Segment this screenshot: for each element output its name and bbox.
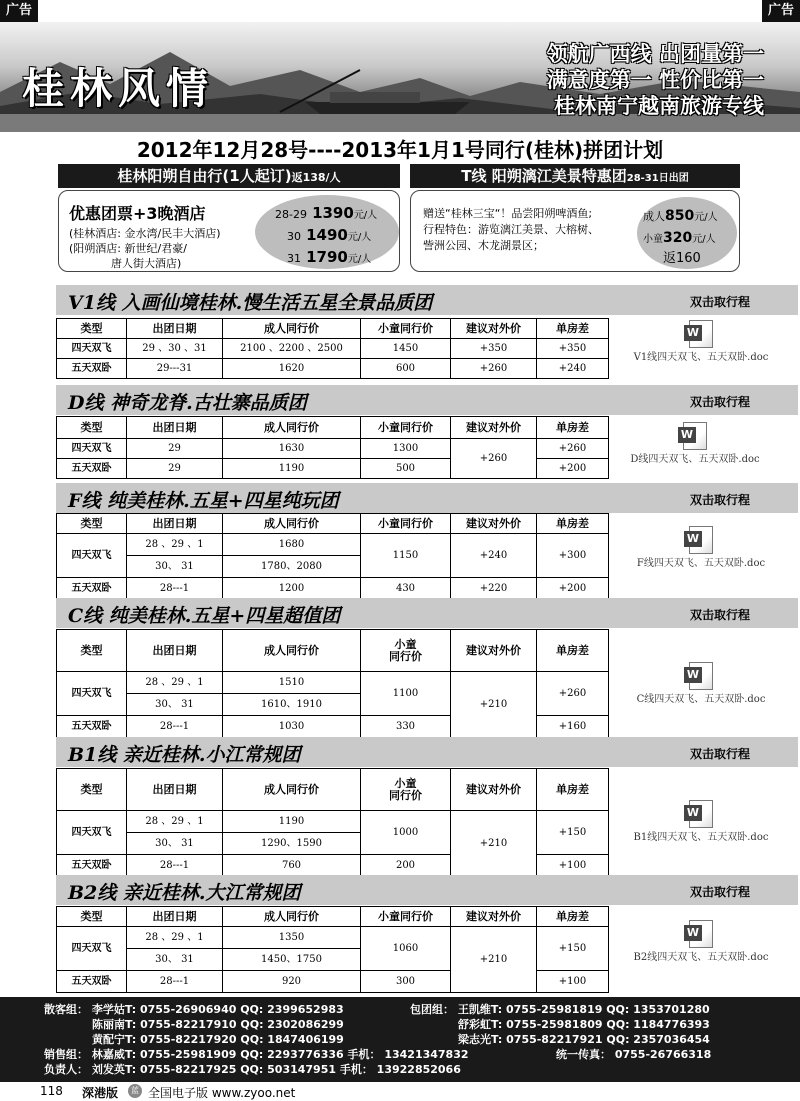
table-cell: 建议对外价 xyxy=(451,417,537,439)
table-cell: 28---1 xyxy=(127,971,223,993)
word-doc-icon: W xyxy=(689,800,713,828)
table-cell: 600 xyxy=(361,359,451,379)
table-cell: 单房差 xyxy=(537,417,609,439)
table-cell: +260 xyxy=(451,359,537,379)
table-cell: 建议对外价 xyxy=(451,630,537,672)
route-table-b1 xyxy=(56,768,609,877)
route-title: D线 神奇龙脊.古壮寨品质团 xyxy=(68,392,307,414)
table-cell: 建议对外价 xyxy=(451,907,537,927)
text-value: D线四天双飞、五天双卧.doc xyxy=(630,454,760,465)
table-cell: 小童同行价 xyxy=(361,417,451,439)
table-cell: 成人同行价 xyxy=(223,630,361,672)
text-value: 1790 xyxy=(306,248,348,266)
table-cell: 1100 xyxy=(361,672,451,716)
table-cell: +240 xyxy=(451,534,537,578)
doc-file-b2[interactable] xyxy=(606,920,796,964)
table-cell: 28 、29 、1 xyxy=(127,534,223,556)
table-cell: 2100 、2200 、2500 xyxy=(223,339,361,359)
contact-line: 黄配宁T: 0755-82217920 QQ: 1847406199 xyxy=(92,1033,344,1046)
text-value: B2线四天双飞、五天双卧.doc xyxy=(633,952,769,963)
promo-left-header-small: 返138/人 xyxy=(291,171,341,184)
promo-left-box xyxy=(58,190,400,272)
table-cell: 1680 xyxy=(223,534,361,556)
route-header-d xyxy=(56,385,798,415)
table-cell: +300 xyxy=(537,534,609,578)
route-title: B1线 亲近桂林.小江常规团 xyxy=(68,744,301,766)
table-cell: 四天双飞 xyxy=(57,534,127,578)
route-header-f xyxy=(56,483,798,513)
table-cell: 五天双卧 xyxy=(57,971,127,993)
text-value: 小童 xyxy=(394,776,417,790)
contact-line: 销售组： 林嘉威T: 0755-25981909 QQ: 2293776336 手机： 13421347832 xyxy=(44,1048,469,1061)
route-title: C线 纯美桂林.五星+四星超值团 xyxy=(68,605,341,627)
table-cell: +350 xyxy=(451,339,537,359)
ad-label-right: 广告 xyxy=(762,0,800,22)
route-header-v1 xyxy=(56,285,798,315)
table-cell: 类型 xyxy=(57,769,127,811)
table-cell: +100 xyxy=(537,971,609,993)
promo-price-row xyxy=(287,225,371,244)
contact-line: 梁志光T: 0755-82217921 QQ: 2357036454 xyxy=(458,1033,710,1046)
table-header-row xyxy=(57,769,609,811)
table-cell: 四天双飞 xyxy=(57,439,127,459)
table-cell: 920 xyxy=(223,971,361,993)
table-cell: 单房差 xyxy=(537,630,609,672)
contact-line: 舒彩虹T: 0755-25981809 QQ: 1184776393 xyxy=(458,1018,710,1031)
contact-line: 负责人： 刘发英T: 0755-82217925 QQ: 503147951 手机： 13922852066 xyxy=(44,1063,461,1076)
table-cell: +210 xyxy=(451,672,537,738)
route-title: B2线 亲近桂林.大江常规团 xyxy=(68,882,301,904)
table-row xyxy=(57,811,609,833)
table-cell: 430 xyxy=(361,578,451,600)
table-cell: 五天双卧 xyxy=(57,359,127,379)
table-cell: 建议对外价 xyxy=(451,769,537,811)
table-cell: 28---1 xyxy=(127,855,223,877)
table-cell: 小童同行价 xyxy=(361,514,451,534)
table-cell: 成人同行价 xyxy=(223,514,361,534)
promo-right-header xyxy=(410,164,740,188)
table-header-row xyxy=(57,514,609,534)
table-header-row xyxy=(57,630,609,672)
table-cell: 1030 xyxy=(223,716,361,738)
promo-right-line-1: 赠送“桂林三宝“！品尝阳朔啤酒鱼; xyxy=(423,207,593,220)
table-cell: 1060 xyxy=(361,927,451,971)
table-cell: 30、 31 xyxy=(127,833,223,855)
table-cell: 30、 31 xyxy=(127,694,223,716)
text-value: 30 xyxy=(287,230,301,243)
promo-adult-price xyxy=(643,205,718,224)
table-cell: 五天双卧 xyxy=(57,855,127,877)
contact-line: 包团组： 王凯维T: 0755-25981819 QQ: 1353701280 xyxy=(410,1003,710,1016)
table-cell: +200 xyxy=(537,578,609,600)
table-cell: 30、 31 xyxy=(127,556,223,578)
table-cell: +100 xyxy=(537,855,609,877)
header-child: 小童同行价 xyxy=(361,319,451,339)
table-cell: 五天双卧 xyxy=(57,716,127,738)
text-value: 元/人 xyxy=(692,234,716,245)
word-doc-icon: W xyxy=(689,920,713,948)
table-cell: 28 、29 、1 xyxy=(127,811,223,833)
download-itinerary-link[interactable]: 双击取行程 xyxy=(689,747,750,761)
promo-right-box xyxy=(410,190,740,272)
promo-right-line-2: 行程特色：游览漓江美景、大榕树、 xyxy=(423,223,599,236)
promo-left-title: 优惠团票+3晚酒店 xyxy=(69,204,206,223)
table-cell xyxy=(361,630,451,672)
text-value: 28-29 xyxy=(275,208,307,221)
header-single: 单房差 xyxy=(537,319,609,339)
table-cell: 1190 xyxy=(223,459,361,479)
ad-label-left: 广告 xyxy=(0,0,38,22)
table-cell: 200 xyxy=(361,855,451,877)
promo-left-hotel-1: (桂林酒店: 金水湾/民丰大酒店) xyxy=(69,227,221,240)
table-cell: 建议对外价 xyxy=(451,514,537,534)
word-doc-icon: W xyxy=(689,662,713,690)
table-cell: 1290、1590 xyxy=(223,833,361,855)
page-footer xyxy=(0,1082,800,1100)
text-value: 元/人 xyxy=(347,254,372,265)
promo-left-header-main: 桂林阳朔自由行(1人起订) xyxy=(117,167,292,185)
table-cell: 五天双卧 xyxy=(57,459,127,479)
promo-rebate: 返160 xyxy=(663,251,701,266)
edition-badge-icon: 蓝 xyxy=(128,1084,142,1098)
contact-footer xyxy=(0,997,800,1082)
website-link[interactable]: 全国电子版 www.zyoo.net xyxy=(148,1086,296,1100)
table-cell: 成人同行价 xyxy=(223,417,361,439)
text-value: F线四天双飞、五天双卧.doc xyxy=(636,558,766,569)
table-cell: 四天双飞 xyxy=(57,927,127,971)
header-suggest: 建议对外价 xyxy=(451,319,537,339)
route-header-b2 xyxy=(56,875,798,905)
promo-child-price xyxy=(643,227,716,246)
table-cell: 1450、1750 xyxy=(223,949,361,971)
table-cell: 30、 31 xyxy=(127,949,223,971)
table-header-row xyxy=(57,417,609,439)
contact-line: 陈丽南T: 0755-82217910 QQ: 2302086299 xyxy=(92,1018,344,1031)
promo-right-line-3: 訾洲公园、木龙湖景区； xyxy=(423,239,544,252)
doc-file-v1[interactable] xyxy=(606,320,796,364)
table-cell: +210 xyxy=(451,927,537,993)
table-cell: 1630 xyxy=(223,439,361,459)
table-cell: 四天双飞 xyxy=(57,672,127,716)
download-itinerary-link[interactable]: 双击取行程 xyxy=(689,608,750,622)
table-cell: 28 、29 、1 xyxy=(127,672,223,694)
table-cell: +260 xyxy=(537,439,609,459)
table-cell: +200 xyxy=(537,459,609,479)
table-cell: 出团日期 xyxy=(127,907,223,927)
promo-left-hotel-2: (阳朔酒店: 新世纪/君豪/ xyxy=(69,242,187,255)
table-row xyxy=(57,534,609,556)
table-cell: +150 xyxy=(537,927,609,971)
table-cell: 1610、1910 xyxy=(223,694,361,716)
table-cell: 成人同行价 xyxy=(223,907,361,927)
word-doc-icon: W xyxy=(683,422,707,450)
promo-right-header-small: 28-31日出团 xyxy=(626,173,689,184)
text-value: 元/人 xyxy=(694,212,718,223)
slogan-1: 领航广西线 出团量第一 xyxy=(546,42,764,66)
table-cell: +160 xyxy=(537,716,609,738)
table-cell: 五天双卧 xyxy=(57,578,127,600)
table-cell: 1350 xyxy=(223,927,361,949)
header-date: 出团日期 xyxy=(127,319,223,339)
route-title: F线 纯美桂林.五星+四星纯玩团 xyxy=(68,490,339,512)
promo-right-header-main: T线 阳朔漓江美景特惠团 xyxy=(461,167,627,185)
table-cell: 29 xyxy=(127,459,223,479)
table-cell: 1190 xyxy=(223,811,361,833)
table-cell: 单房差 xyxy=(537,514,609,534)
download-itinerary-link[interactable]: 双击取行程 xyxy=(689,885,750,899)
table-cell: 1510 xyxy=(223,672,361,694)
table-header-row xyxy=(57,319,609,339)
text-value: 同行价 xyxy=(389,649,422,663)
table-cell: 500 xyxy=(361,459,451,479)
promo-left-hotel-3: 唐人街大酒店) xyxy=(111,257,182,270)
table-cell: 类型 xyxy=(57,417,127,439)
route-title: V1线 入画仙境桂林.慢生活五星全景品质团 xyxy=(68,292,433,314)
word-doc-icon: W xyxy=(689,320,713,348)
table-row xyxy=(57,578,609,600)
table-cell: 出团日期 xyxy=(127,514,223,534)
table-cell: 28 、29 、1 xyxy=(127,927,223,949)
doc-file-b1[interactable] xyxy=(606,800,796,844)
table-cell: 1150 xyxy=(361,534,451,578)
word-doc-icon: W xyxy=(689,526,713,554)
table-cell: +210 xyxy=(451,811,537,877)
slogan-2: 满意度第一 性价比第一 xyxy=(546,68,764,92)
slogan-3: 桂林南宁越南旅游专线 xyxy=(554,94,764,118)
table-cell: 29 、30 、31 xyxy=(127,339,223,359)
table-cell: 1620 xyxy=(223,359,361,379)
promo-price-row xyxy=(287,247,371,266)
text-value: 1390 xyxy=(312,204,354,222)
table-cell: 760 xyxy=(223,855,361,877)
table-cell: 1780、2080 xyxy=(223,556,361,578)
table-cell: 单房差 xyxy=(537,769,609,811)
text-value: B1线四天双飞、五天双卧.doc xyxy=(633,832,769,843)
table-cell: 28---1 xyxy=(127,578,223,600)
table-cell: 四天双飞 xyxy=(57,811,127,855)
text-value: 31 xyxy=(287,252,301,265)
table-cell: 类型 xyxy=(57,630,127,672)
table-cell: 1200 xyxy=(223,578,361,600)
promo-price-row xyxy=(275,203,377,222)
doc-file-d[interactable] xyxy=(600,422,790,466)
text-value: 元/人 xyxy=(353,210,378,221)
table-cell: 出团日期 xyxy=(127,769,223,811)
table-cell: +350 xyxy=(537,339,609,359)
table-cell: +260 xyxy=(451,439,537,479)
table-cell: 四天双飞 xyxy=(57,339,127,359)
table-cell: 1000 xyxy=(361,811,451,855)
download-itinerary-link[interactable]: 双击取行程 xyxy=(689,295,750,309)
table-cell: 类型 xyxy=(57,514,127,534)
route-table-b2 xyxy=(56,906,609,993)
route-table-f xyxy=(56,513,609,600)
table-cell: 1300 xyxy=(361,439,451,459)
header-adult: 成人同行价 xyxy=(223,319,361,339)
text-value: C线四天双飞、五天双卧.doc xyxy=(636,694,766,705)
table-cell: 成人同行价 xyxy=(223,769,361,811)
text-value: 同行价 xyxy=(389,788,422,802)
table-cell: 类型 xyxy=(57,907,127,927)
table-cell: 300 xyxy=(361,971,451,993)
table-cell: +220 xyxy=(451,578,537,600)
route-header-c xyxy=(56,598,798,628)
table-cell: 小童同行价 xyxy=(361,907,451,927)
text-value: 小童 xyxy=(394,637,417,651)
brand-title: 桂林风情 xyxy=(22,64,215,113)
table-row xyxy=(57,439,609,459)
download-itinerary-link[interactable]: 双击取行程 xyxy=(689,493,750,507)
table-row xyxy=(57,672,609,694)
edition-label: 深港版 xyxy=(82,1086,119,1100)
route-header-b1 xyxy=(56,737,798,767)
table-row xyxy=(57,927,609,949)
route-table-v1 xyxy=(56,318,609,379)
contact-line: 散客组： 李学姑T: 0755-26906940 QQ: 2399652983 xyxy=(44,1003,344,1016)
table-cell xyxy=(361,769,451,811)
doc-file-f[interactable] xyxy=(606,526,796,570)
doc-file-c[interactable] xyxy=(606,662,796,706)
table-cell: 1450 xyxy=(361,339,451,359)
text-value: 小童 xyxy=(643,234,663,245)
table-header-row xyxy=(57,907,609,927)
banner xyxy=(0,22,800,132)
table-cell: +150 xyxy=(537,811,609,855)
header-type: 类型 xyxy=(57,319,127,339)
route-table-d xyxy=(56,416,609,479)
route-table-c xyxy=(56,629,609,738)
page-headline: 2012年12月28号----2013年1月1号同行(桂林)拼团计划 xyxy=(136,138,664,162)
table-cell: 28---1 xyxy=(127,716,223,738)
table-cell: 330 xyxy=(361,716,451,738)
text-value: 850 xyxy=(665,208,695,224)
text-value: 成人 xyxy=(643,210,665,223)
text-value: 元/人 xyxy=(347,232,372,243)
table-cell: 出团日期 xyxy=(127,630,223,672)
page-number: 118 xyxy=(40,1084,63,1098)
promo-left-header xyxy=(58,164,400,188)
table-row xyxy=(57,339,609,359)
download-itinerary-link[interactable]: 双击取行程 xyxy=(689,395,750,409)
text-value: 320 xyxy=(663,230,693,246)
table-cell: 29 xyxy=(127,439,223,459)
table-row xyxy=(57,359,609,379)
table-cell: 29---31 xyxy=(127,359,223,379)
table-cell: 单房差 xyxy=(537,907,609,927)
table-cell: +240 xyxy=(537,359,609,379)
table-cell: +260 xyxy=(537,672,609,716)
contact-line: 统一传真： 0755-26766318 xyxy=(556,1048,712,1061)
text-value: 1490 xyxy=(306,226,348,244)
text-value: V1线四天双飞、五天双卧.doc xyxy=(633,352,769,363)
table-cell: 出团日期 xyxy=(127,417,223,439)
